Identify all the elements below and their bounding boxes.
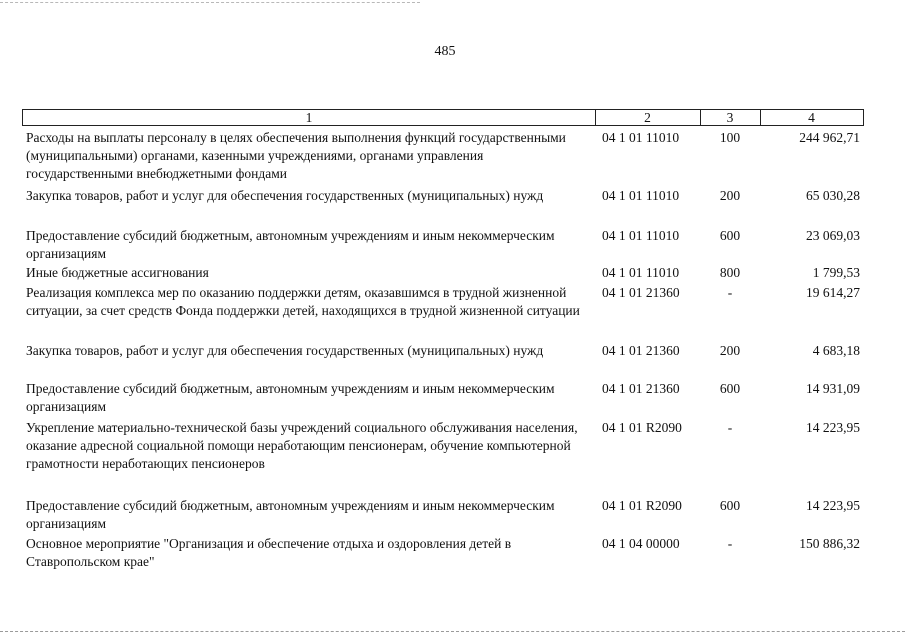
row-description: Иные бюджетные ассигнования bbox=[26, 265, 209, 280]
scan-edge-top bbox=[0, 2, 420, 3]
row-amount: 23 069,03 bbox=[806, 228, 860, 243]
row-type: - bbox=[727, 420, 733, 435]
header-col-1: 1 bbox=[23, 110, 596, 125]
row-code: 04 1 04 00000 bbox=[602, 536, 680, 551]
row-description: Закупка товаров, работ и услуг для обеспечения государственных (муниципальных) нужд bbox=[26, 343, 544, 358]
row-code: 04 1 01 11010 bbox=[602, 188, 680, 203]
row-type: - bbox=[727, 285, 733, 300]
row-type: - bbox=[727, 536, 733, 551]
row-type: 600 bbox=[719, 381, 741, 396]
row-description: Реализация комплекса мер по оказанию поддержки детям, оказавшимся в трудной жизненной ситуации, за счет средств Фонда поддержки детей, находящихся в трудной жизненной ситуации bbox=[26, 285, 580, 319]
header-col-2: 2 bbox=[595, 110, 701, 125]
row-type: 600 bbox=[719, 498, 741, 513]
row-code: 04 1 01 21360 bbox=[602, 381, 680, 396]
row-amount: 14 931,09 bbox=[806, 381, 860, 396]
row-amount: 19 614,27 bbox=[806, 285, 860, 300]
row-type: 800 bbox=[719, 265, 741, 280]
row-code: 04 1 01 21360 bbox=[602, 343, 680, 358]
row-description: Предоставление субсидий бюджетным, автономным учреждениям и иным некоммерческим организациям bbox=[26, 381, 555, 415]
header-col-4: 4 bbox=[808, 110, 815, 125]
row-amount: 14 223,95 bbox=[806, 498, 860, 513]
row-type: 600 bbox=[719, 228, 741, 243]
row-description: Закупка товаров, работ и услуг для обеспечения государственных (муниципальных) нужд bbox=[26, 188, 544, 203]
row-amount: 14 223,95 bbox=[806, 420, 860, 435]
page-number: 485 bbox=[434, 44, 456, 59]
row-amount: 1 799,53 bbox=[812, 265, 860, 280]
row-code: 04 1 01 21360 bbox=[602, 285, 680, 300]
row-description: Предоставление субсидий бюджетным, автономным учреждениям и иным некоммерческим организациям bbox=[26, 228, 555, 262]
row-description: Укрепление материально-технической базы учреждений социального обслуживания населения, оказание адресной социальной помощи неработающим пенсионерам, обучение компьютерной грамотности неработающих пенсионеров bbox=[26, 420, 578, 472]
row-amount: 65 030,28 bbox=[806, 188, 860, 203]
row-type: 200 bbox=[719, 343, 741, 358]
row-type: 100 bbox=[719, 130, 741, 145]
row-amount: 4 683,18 bbox=[812, 343, 860, 358]
row-code: 04 1 01 R2090 bbox=[602, 420, 682, 435]
row-code: 04 1 01 11010 bbox=[602, 265, 680, 280]
row-code: 04 1 01 11010 bbox=[602, 228, 680, 243]
row-description: Расходы на выплаты персоналу в целях обеспечения выполнения функций государственными (муниципальными) органами, казенными учреждениями, органами управления государственными внебюджетными фондами bbox=[26, 130, 566, 182]
row-description: Основное мероприятие "Организация и обеспечение отдыха и оздоровления детей в Ставропольском крае" bbox=[26, 536, 512, 570]
table-header bbox=[22, 109, 864, 126]
row-amount: 150 886,32 bbox=[799, 536, 860, 551]
row-description: Предоставление субсидий бюджетным, автономным учреждениям и иным некоммерческим организациям bbox=[26, 498, 555, 532]
scan-edge-bottom bbox=[0, 631, 905, 632]
row-amount: 244 962,71 bbox=[799, 130, 860, 145]
header-col-3: 3 bbox=[700, 110, 761, 125]
row-code: 04 1 01 11010 bbox=[602, 130, 680, 145]
row-type: 200 bbox=[719, 188, 741, 203]
row-code: 04 1 01 R2090 bbox=[602, 498, 682, 513]
